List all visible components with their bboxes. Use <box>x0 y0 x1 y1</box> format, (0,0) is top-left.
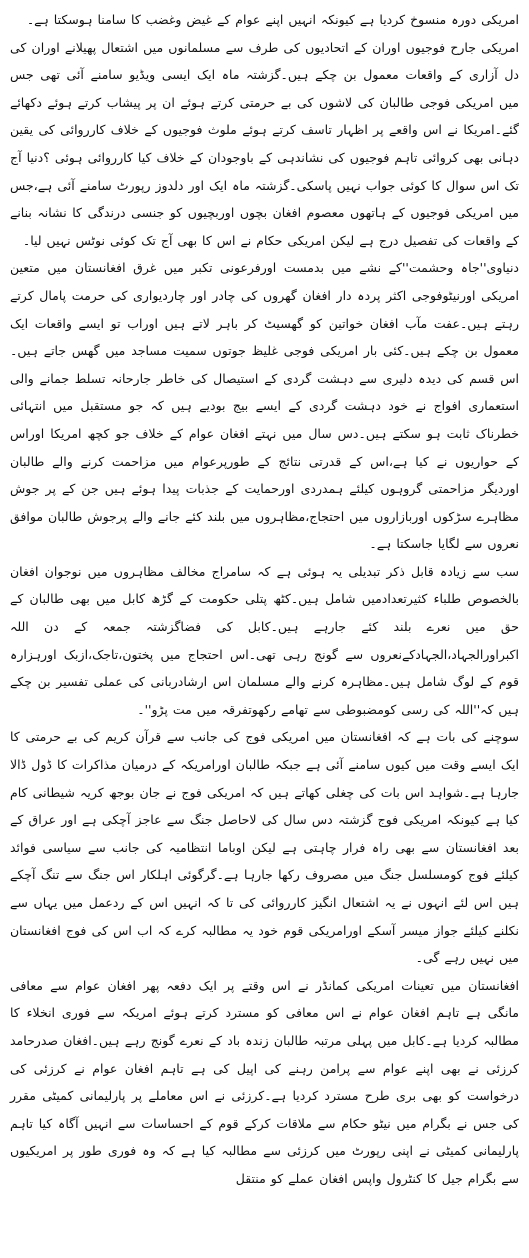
article-paragraph: امریکی جارح فوجیوں اوران کے اتحادیوں کی طرف سے مسلمانوں میں اشتعال پھیلانے اوران کی دل آزاری کے واقعات معمول بن چکے ہیں۔گزشتہ ماہ ایک ایسی ویڈیو سامنے آئی تھی جس میں امریکی فوجی طالبان کی لاشوں کی بے حرمتی کرتے ہوئے ان پر پیشاب کرتے ہوئے دکھائے گئے۔امریکا نے اس واقعے پر اظہار تاسف کرتے ہوئے ملوث فوجیوں کے خلاف کارروائی کی یقین دہانی بھی کروائی تاہم فوجیوں کی نشاندہی کے باوجودان کے خلاف کیا کارروائی ہوئی ؟دنیا آج تک اس سوال کا کوئی جواب نہیں پاسکی۔گزشتہ ماہ ایک اور دلدوز رپورٹ سامنے آئی ہے،جس میں امریکی فوجیوں کے ہاتھوں معصوم افغان بچوں اوربچیوں کو جنسی درندگی کا نشانہ بنانے کے واقعات کی تفصیل درج ہے لیکن امریکی حکام نے اس کا بھی آج تک کوئی نوٹس نہیں لیا۔ <box>10 39 519 248</box>
article-paragraph: سب سے زیادہ قابل ذکر تبدیلی یہ ہوئی ہے کہ سامراج مخالف مظاہروں میں نوجوان افغان بالخصوص طلباء کثیرتعدادمیں شامل ہیں۔کٹھ پتلی حکومت کے گڑھ کابل میں بھی طالبان کے حق میں نعرے بلند کئے جارہے ہیں۔کابل کی فضاگزشتہ جمعہ کے دن اللہ اکبراورالجہاد،الجہادکےنعروں سے گونج رہی تھی۔اس احتجاج میں پختون،تاجک،ازبک اورہزارہ قوم کے لوگ شامل ہیں۔مظاہرہ کرنے والے مسلمان اس ارشادربانی کی عملی تفسیر بن چکے ہیں کہ''اللہ کی رسی کومضبوطی سے تھامے رکھوتفرقہ میں مت پڑو''۔ <box>10 563 519 717</box>
article-paragraph: افغانستان میں تعینات امریکی کمانڈر نے اس وقتے پر ایک دفعہ پھر افغان عوام سے معافی مانگی ہے تاہم افغان عوام نے اس معافی کو مسترد کرتے ہوئے امریکہ سے فوری انخلاء کا مطالبہ کردیا ہے۔کابل میں پہلی مرتبہ طالبان زندہ باد کے نعرے گونج رہے ہیں۔افغان صدرحامد کرزئی نے بھی اپنے عوام سے پرامن رہنے کی اپیل کی ہے تاہم افغان عوام نے کرزئی کی درخواست کو بھی بری طرح مسترد کردیا ہے۔کرزئی نے اس معاملے پر پارلیمانی کمیٹی مقرر کی جس نے بگرام میں نیٹو حکام سے ملاقات کرکے قوم کے احساسات سے انہیں آگاہ کیا تاہم پارلیمانی کمیٹی نے اپنی رپورٹ میں کرزئی سے مطالبہ کیا ہے کہ وہ فوری طور پر امریکیوں سے بگرام جیل کا کنٹرول واپس افغان عملے کو منتقل <box>10 977 519 1186</box>
article-paragraph: امریکی دورہ منسوخ کردیا ہے کیونکہ انہیں اپنے عوام کے غیض وغضب کا سامنا ہوسکتا ہے۔ <box>26 12 519 27</box>
article-paragraph: سوچنے کی بات ہے کہ افغانستان میں امریکی فوج کی جانب سے قرآن کریم کی بے حرمتی کا ایک ایسے وقت میں کیوں سامنے آئی ہے جبکہ طالبان اورامریکہ کے درمیان مذاکرات کا ڈول ڈالا جارہا ہے۔شواہد اس بات کی چغلی کھاتے ہیں کہ امریکی فوج نے جان بوجھ کریہ شیطانی کام کیا ہے کیونکہ امریکی فوج گزشتہ دس سال کی لاحاصل جنگ سے عاجز آچکی ہے اور عراق کے بعد افغانستان سے بھی راہ فرار چاہتی ہے لیکن اوباما انتظامیہ کی جانب سے سیاسی فوائد کیلئے فوج کومسلسل جنگ میں مصروف رکھا جارہا ہے۔گرگوئی اہلکار اس جنگ سے تنگ آچکے ہیں اس لئے انہوں نے یہ اشتعال انگیز کارروائی کی تا کہ انہیں اس کے ردعمل میں یہاں سے نکلنے کیلئے جواز میسر آسکے اورامریکی قوم خود یہ مطالبہ کرے کہ اب اس کی فوج افغانستان میں نہیں رہے گی۔ <box>10 729 519 966</box>
article-paragraph: دنیاوی''جاہ وحشمت''کے نشے میں بدمست اورفرعونی تکبر میں غرق افغانستان میں متعین امریکی اورنیٹوفوجی اکثر پردہ دار افغان گھروں کی چادر اور چاردیواری کی حرمت پامال کرتے رہتے ہیں۔عفت مآب افغان خواتین کو گھسیٹ کر باہر لاتے ہیں اوراب تو ایسے واقعات ایک معمول بن چکے ہیں۔کئی بار امریکی فوجی غلیظ جوتوں سمیت مساجد میں گھس جاتے ہیں۔اس قسم کی دیدہ دلیری سے دہشت گردی کے استیصال کی خاطر جارحانہ تسلط جمانے والی استعماری افواج نے خود دہشت گردی کے ایسے بیج بودیے ہیں کہ جو مستقبل میں انتہائی خطرناک ثابت ہو سکتے ہیں۔دس سال میں نہتے افغان عوام کے خلاف جو کچھ امریکا اوراس کے حواریوں نے کیا ہے،اس کے قدرتی نتائج کے طورپرعوام میں مزاحمت کرنے والے طالبان اوردیگر مزاحمتی گروہوں کیلئے ہمدردی اورحمایت کے جذبات پیدا ہوئے ہیں جن کے پر جوش مظاہرے سڑکوں اوربازاروں میں احتجاج،مظاہروں میں بلند کئے جانے والے پرجوش طالبان موافق نعروں سے لگایا جاسکتا ہے۔ <box>10 260 519 552</box>
